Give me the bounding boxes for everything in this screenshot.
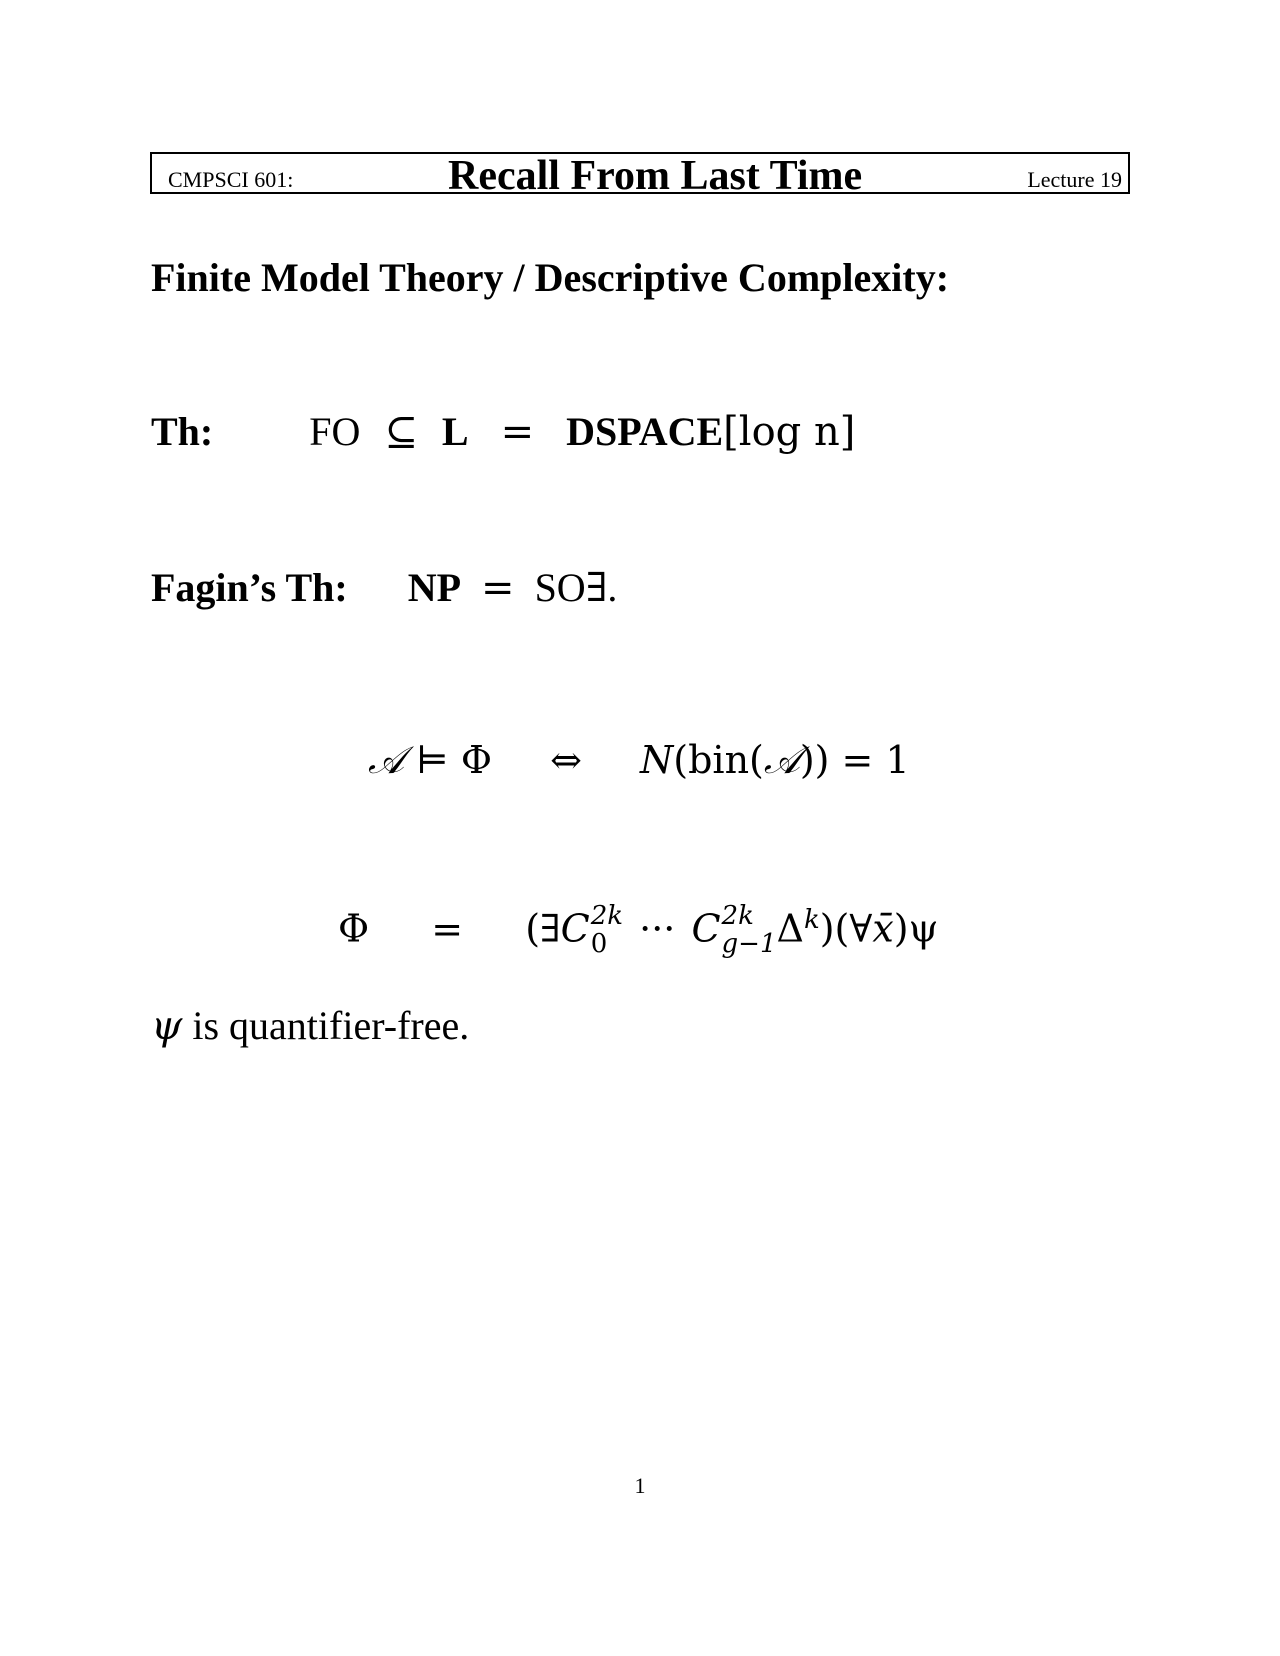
psi-symbol: ψ	[151, 1003, 183, 1049]
delta-symbol: Δ	[776, 906, 804, 951]
iff-symbol: ⇔	[550, 738, 582, 782]
c0-symbol: C	[560, 906, 590, 951]
models-symbol: ⊨	[416, 738, 449, 782]
section-heading: Finite Model Theory / Descriptive Complexity:	[151, 255, 950, 300]
theorem-dspace: DSPACE	[566, 409, 724, 454]
theorem-line	[151, 408, 855, 455]
fagin-label: Fagin’s Th:	[151, 565, 348, 610]
theorem-eq: =	[500, 409, 535, 455]
c0-sub: 0	[590, 929, 608, 959]
phi-definition	[338, 901, 939, 960]
psi-note-text: is quantifier-free.	[182, 1003, 470, 1048]
lecture-label: Lecture 19	[1027, 167, 1122, 192]
cg-symbol: C	[691, 906, 721, 951]
equivalence-phi: Φ	[460, 738, 492, 782]
equivalence-rest: )) = 1	[799, 738, 910, 782]
theorem-l: L	[441, 409, 469, 454]
fagin-eq: =	[481, 565, 515, 611]
theorem-fo: FO	[309, 409, 361, 454]
exists-open: (∃	[525, 906, 561, 951]
fagin-so: SO∃.	[534, 565, 618, 610]
phi-symbol: Φ	[338, 906, 370, 951]
fagin-np: NP	[407, 565, 462, 610]
cg-sub: g−1	[721, 929, 777, 959]
equivalence-formula	[368, 738, 910, 783]
theorem-label: Th:	[151, 409, 214, 454]
cg-sup: 2k	[721, 901, 754, 931]
page-number: 1	[634, 1473, 646, 1498]
bin-open: (bin(	[673, 738, 764, 782]
theorem-subseteq: ⊆	[384, 409, 418, 455]
machine-n: N	[640, 738, 674, 782]
c0-sup: 2k	[590, 901, 624, 931]
psi-note	[151, 1002, 469, 1049]
xbar: x̄	[872, 906, 894, 951]
forall-open: )(∀	[819, 906, 873, 951]
theorem-arg: [log n]	[723, 409, 856, 455]
structure-a: 𝒜	[368, 738, 404, 782]
slide-title: Recall From Last Time	[448, 153, 863, 199]
dots: ···	[639, 906, 676, 951]
fagin-line	[151, 564, 617, 611]
slide-header	[150, 152, 1130, 199]
course-label: CMPSCI 601:	[168, 167, 294, 192]
psi-close: )ψ	[893, 906, 939, 951]
delta-sup: k	[803, 904, 820, 935]
structure-a-2: 𝒜	[763, 738, 800, 782]
phi-eq: =	[431, 906, 464, 951]
